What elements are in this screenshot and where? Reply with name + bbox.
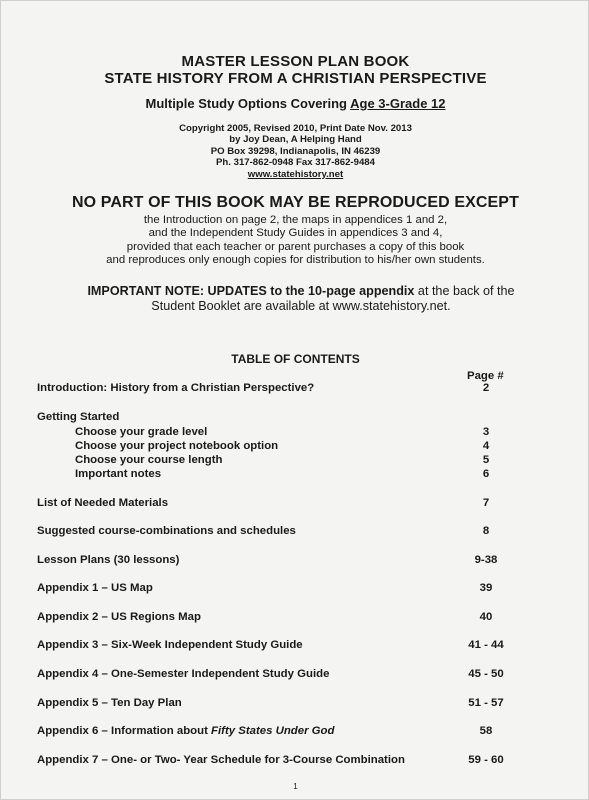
toc-entry-label: Lesson Plans (30 lessons)	[37, 554, 180, 566]
phone-line: Ph. 317-862-0948 Fax 317-862-9484	[216, 157, 375, 169]
toc-entry-page: 59 - 60	[468, 754, 504, 766]
reproduction-terms	[1, 214, 589, 268]
subtitle-prefix: Multiple Study Options Covering	[145, 96, 351, 111]
toc-entry-page: 45 - 50	[468, 668, 504, 680]
toc-entry-label: List of Needed Materials	[37, 497, 169, 509]
toc-entry-page: 51 - 57	[468, 697, 504, 709]
author-line: by Joy Dean, A Helping Hand	[229, 134, 362, 146]
toc-entry-label-prefix: Appendix 6 – Information about	[37, 725, 212, 737]
book-title-line2: STATE HISTORY FROM A CHRISTIAN PERSPECTIVE	[104, 70, 487, 87]
toc-entry-label: Introduction: History from a Christian Perspective?	[37, 382, 315, 394]
reproduction-line: and the Independent Study Guides in appendices 3 and 4,	[148, 227, 443, 240]
toc-entry-page: 41 - 44	[468, 639, 504, 651]
toc-entry-page: 58	[479, 725, 493, 737]
important-note	[21, 284, 581, 314]
toc-subentry-label: Choose your project notebook option	[75, 440, 279, 452]
toc-subentry-label: Choose your grade level	[75, 426, 208, 438]
toc-section-label: Getting Started	[37, 411, 120, 423]
reproduction-line: the Introduction on page 2, the maps in appendices 1 and 2,	[143, 214, 448, 226]
important-note-text: at the back of the	[414, 284, 515, 298]
toc-entry-page: 39	[479, 582, 493, 594]
toc-entry-label	[37, 725, 334, 737]
important-note-line2: Student Booklet are available at www.statehistory.net.	[151, 299, 451, 313]
toc-entry-page: 3	[482, 426, 490, 438]
reproduction-line: provided that each teacher or parent purchases a copy of this book	[126, 240, 465, 253]
subtitle	[1, 96, 589, 111]
toc-entry-label: Appendix 2 – US Regions Map	[37, 611, 201, 623]
copyright-block	[1, 123, 589, 180]
toc-entry-label: Suggested course-combinations and schedules	[37, 525, 296, 537]
toc-entry-label: Appendix 3 – Six-Week Independent Study Guide	[37, 639, 303, 651]
website-link[interactable]: www.statehistory.net	[247, 168, 344, 180]
toc-entry-page: 7	[482, 497, 490, 509]
toc-entry-label: Appendix 5 – Ten Day Plan	[37, 697, 182, 709]
toc-subentry-label: Important notes	[75, 468, 162, 480]
toc-entry-label: Appendix 4 – One-Semester Independent Study Guide	[37, 668, 330, 680]
toc-entry-page: 4	[482, 440, 490, 452]
toc-subentry-label: Choose your course length	[75, 454, 223, 466]
toc-entry-page: 5	[482, 454, 490, 466]
toc-entry-page: 9-38	[474, 554, 498, 566]
toc-entry-page: 6	[482, 468, 490, 480]
page-number: 1	[293, 782, 298, 791]
toc-title: TABLE OF CONTENTS	[231, 352, 360, 366]
important-note-bold: IMPORTANT NOTE: UPDATES to the 10-page appendix	[87, 284, 415, 298]
toc-entry-page: 8	[482, 525, 490, 537]
toc-entry-label: Appendix 7 – One- or Two- Year Schedule for 3-Course Combination	[37, 754, 405, 766]
subtitle-age-range: Age 3-Grade 12	[350, 96, 446, 111]
toc-entry-page: 2	[482, 382, 490, 394]
toc-entry-label: Appendix 1 – US Map	[37, 582, 153, 594]
reproduction-heading: NO PART OF THIS BOOK MAY BE REPRODUCED EXCEPT	[72, 194, 519, 211]
toc-entry-page: 40	[479, 611, 493, 623]
toc-entry-label-italic: Fifty States Under God	[211, 725, 335, 737]
reproduction-line: and reproduces only enough copies for distribution to his/her own students.	[106, 254, 485, 267]
copyright-line: Copyright 2005, Revised 2010, Print Date Nov. 2013	[179, 123, 412, 134]
book-title-line1: MASTER LESSON PLAN BOOK	[181, 53, 410, 70]
address-line: PO Box 39298, Indianapolis, IN 46239	[210, 145, 381, 157]
toc-page-header: Page #	[467, 370, 504, 382]
